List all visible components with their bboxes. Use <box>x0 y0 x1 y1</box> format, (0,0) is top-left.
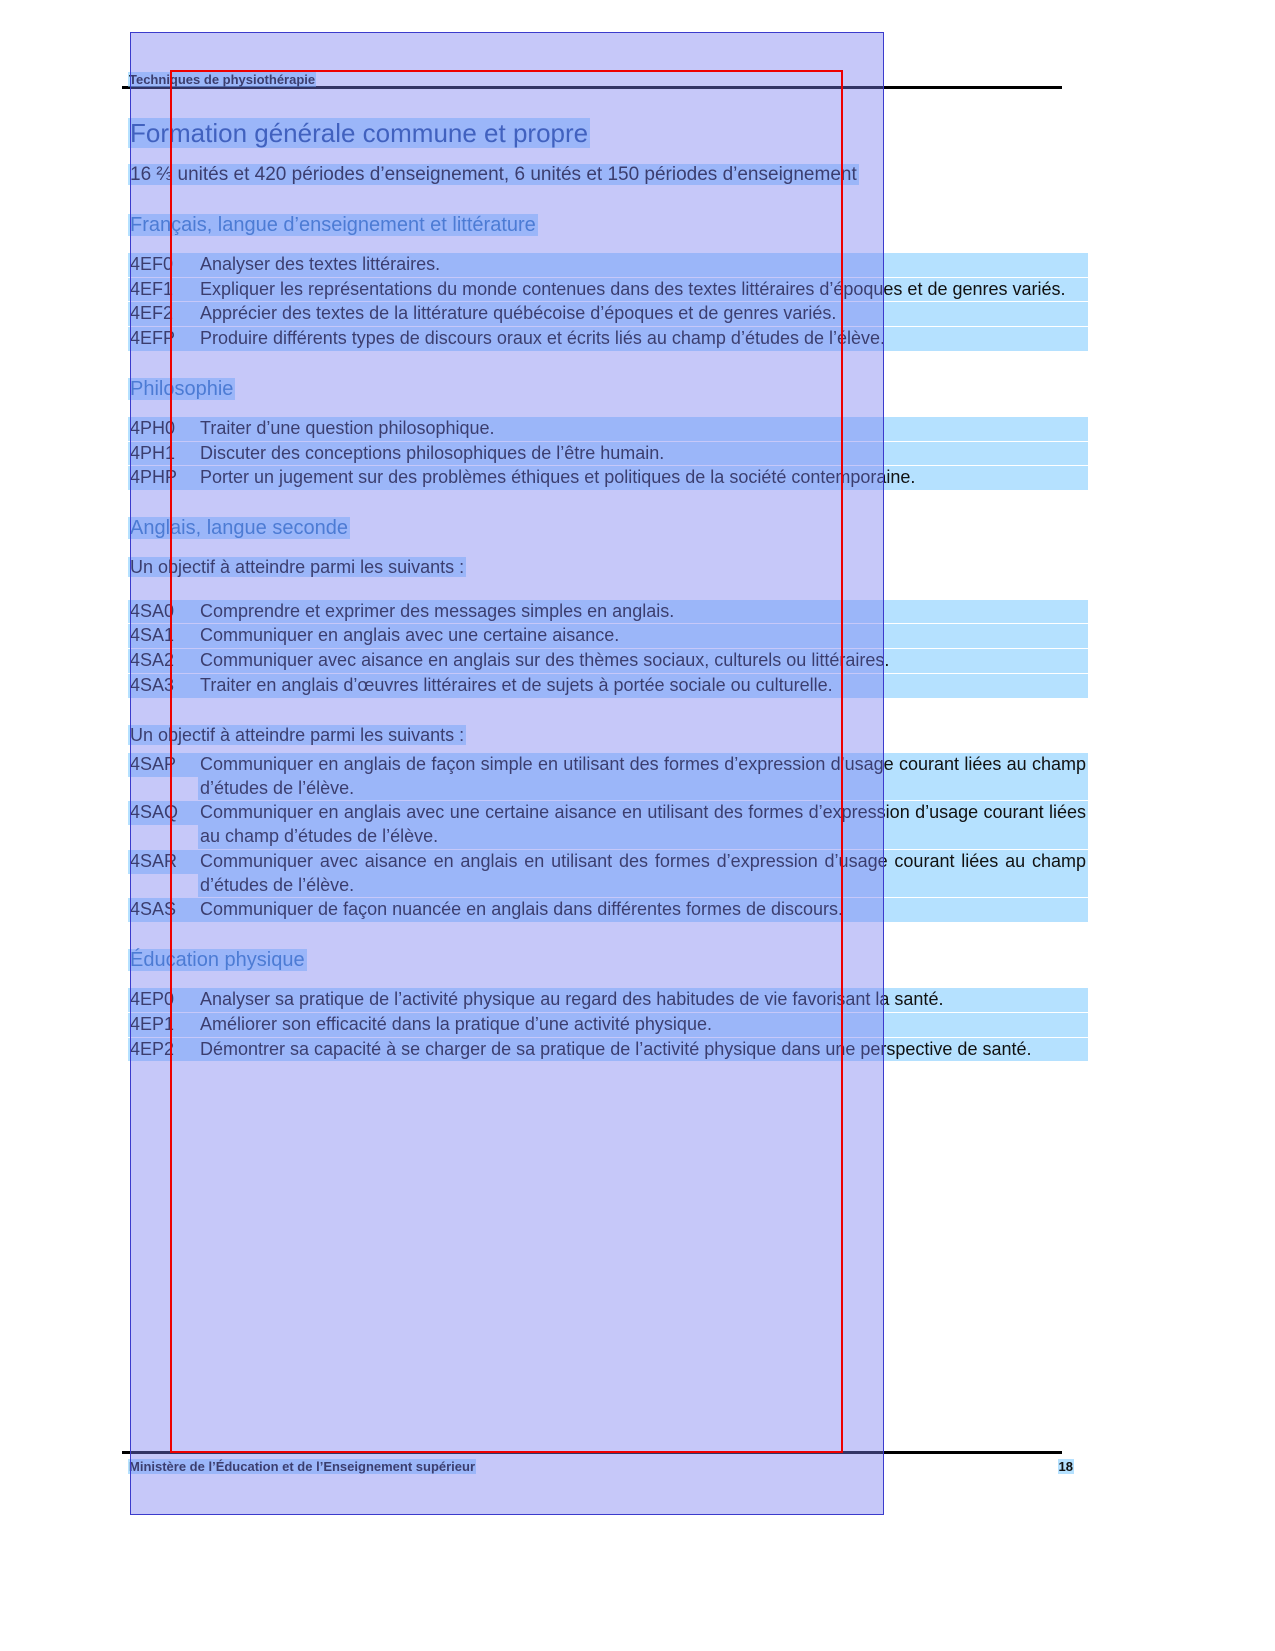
page-title-text: Formation générale commune et propre <box>130 118 589 148</box>
objective-code: 4SA3 <box>128 674 198 698</box>
objective-row <box>128 898 1088 922</box>
note-choose-one-second <box>128 724 1088 747</box>
units-summary-text: 16 ⅔ unités et 420 périodes d’enseignement, 6 unités et 150 périodes d’enseignement <box>130 164 857 186</box>
objective-code: 4EP0 <box>128 988 198 1012</box>
units-summary <box>128 163 1088 187</box>
objective-code: 4SA2 <box>128 649 198 673</box>
section-heading-francais-text: Français, langue d’enseignement et littérature <box>130 213 536 236</box>
objective-code: 4EFP <box>128 327 198 351</box>
objective-row <box>128 1013 1088 1037</box>
objective-code: 4PHP <box>128 466 198 490</box>
objective-row <box>128 850 1088 898</box>
footer-organization: Ministère de l’Éducation et de l’Enseignement supérieur <box>129 1459 476 1474</box>
objective-text: Démontrer sa capacité à se charger de sa pratique de l’activité physique dans une perspective de santé. <box>198 1038 1088 1062</box>
objective-text: Produire différents types de discours oraux et écrits liés au champ d’études de l’élève. <box>198 327 1088 351</box>
page-footer <box>128 1459 1074 1474</box>
objective-text: Améliorer son efficacité dans la pratique d’une activité physique. <box>198 1013 1088 1037</box>
objective-list-francais <box>128 253 1088 351</box>
objective-code: 4EF2 <box>128 302 198 326</box>
footer-rule <box>122 1451 1062 1454</box>
section-heading-anglais <box>128 516 1088 540</box>
objective-row <box>128 624 1088 648</box>
objective-row <box>128 327 1088 351</box>
objective-text: Communiquer avec aisance en anglais sur des thèmes sociaux, culturels ou littéraires. <box>198 649 1088 673</box>
note-choose-one-first <box>128 556 1088 579</box>
objective-code: 4SAP <box>128 753 198 777</box>
objective-code: 4SAR <box>128 850 198 874</box>
objective-row <box>128 442 1088 466</box>
objective-text: Porter un jugement sur des problèmes éthiques et politiques de la société contemporaine. <box>198 466 1088 490</box>
objective-row <box>128 1038 1088 1062</box>
objective-code: 4SA0 <box>128 600 198 624</box>
objective-code: 4SAS <box>128 898 198 922</box>
objective-code: 4EF1 <box>128 278 198 302</box>
objective-text: Communiquer en anglais de façon simple en utilisant des formes d’expression d’usage courant liées au champ d’études de l’élève. <box>198 753 1088 801</box>
objective-row <box>128 253 1088 277</box>
objective-row <box>128 600 1088 624</box>
section-heading-education-physique <box>128 948 1088 972</box>
page-title <box>128 118 1088 149</box>
footer-page-number: 18 <box>1058 1459 1073 1474</box>
objective-row <box>128 988 1088 1012</box>
note-choose-one-second-text: Un objectif à atteindre parmi les suivants : <box>130 724 465 745</box>
objective-text: Discuter des conceptions philosophiques de l’être humain. <box>198 442 1088 466</box>
note-choose-one-first-text: Un objectif à atteindre parmi les suivants : <box>130 557 465 578</box>
objective-code: 4SAQ <box>128 801 198 825</box>
page-header: Techniques de physiothérapie <box>129 72 316 87</box>
objective-text: Analyser sa pratique de l’activité physique au regard des habitudes de vie favorisant la santé. <box>198 988 1088 1012</box>
objective-text: Communiquer de façon nuancée en anglais dans différentes formes de discours. <box>198 898 1088 922</box>
objective-code: 4SA1 <box>128 624 198 648</box>
objective-row <box>128 466 1088 490</box>
objective-row <box>128 302 1088 326</box>
objective-code: 4PH0 <box>128 417 198 441</box>
section-heading-philosophie <box>128 377 1088 401</box>
objective-text: Communiquer en anglais avec une certaine aisance en utilisant des formes d’expression d’usage courant liées au champ d’études de l’élève. <box>198 801 1088 849</box>
objective-code: 4EP2 <box>128 1038 198 1062</box>
objective-row <box>128 278 1088 302</box>
objective-text: Expliquer les représentations du monde contenues dans des textes littéraires d’époques et de genres variés. <box>198 278 1088 302</box>
objective-row <box>128 417 1088 441</box>
objective-text: Comprendre et exprimer des messages simples en anglais. <box>198 600 1088 624</box>
objective-text: Analyser des textes littéraires. <box>198 253 1088 277</box>
objective-row <box>128 753 1088 801</box>
section-heading-education-physique-text: Éducation physique <box>130 949 305 972</box>
objective-text: Apprécier des textes de la littérature québécoise d’époques et de genres variés. <box>198 302 1088 326</box>
objective-row <box>128 674 1088 698</box>
section-heading-philosophie-text: Philosophie <box>130 377 234 400</box>
objective-code: 4EP1 <box>128 1013 198 1037</box>
objective-text: Traiter en anglais d’œuvres littéraires et de sujets à portée sociale ou culturelle. <box>198 674 1088 698</box>
objective-list-education-physique <box>128 988 1088 1061</box>
objective-text: Traiter d’une question philosophique. <box>198 417 1088 441</box>
objective-code: 4PH1 <box>128 442 198 466</box>
objective-list-philosophie <box>128 417 1088 490</box>
document-content <box>128 118 1088 1087</box>
section-heading-anglais-text: Anglais, langue seconde <box>130 517 348 540</box>
objective-list-anglais-a <box>128 600 1088 698</box>
objective-row <box>128 649 1088 673</box>
objective-code: 4EF0 <box>128 253 198 277</box>
objective-text: Communiquer en anglais avec une certaine aisance. <box>198 624 1088 648</box>
objective-text: Communiquer avec aisance en anglais en utilisant des formes d’expression d’usage courant liées au champ d’études de l’élève. <box>198 850 1088 898</box>
objective-row <box>128 801 1088 849</box>
objective-list-anglais-b <box>128 753 1088 922</box>
section-heading-francais <box>128 213 1088 237</box>
